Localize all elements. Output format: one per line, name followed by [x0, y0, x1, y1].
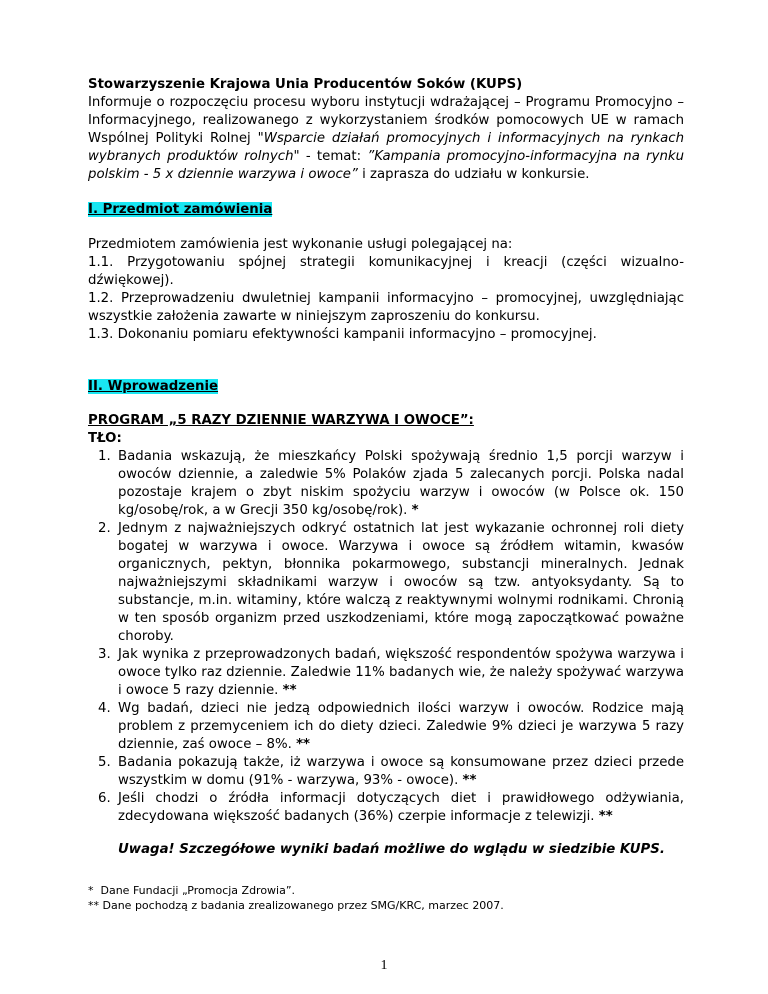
section-1-item: 1.2. Przeprowadzeniu dwuletniej kampanii informacyjno – promocyjnej, uwzględniając wszystkie założenia zawarte w niniejszym zaproszeniu do konkursu. — [88, 291, 684, 324]
footnote-mark: ** — [282, 683, 297, 698]
footnote: * Dane Fundacji „Promocja Zdrowia”. — [88, 884, 296, 897]
section-1-heading — [88, 201, 684, 219]
section-1-lead: Przedmiotem zamówienia jest wykonanie usługi polegającej na: — [88, 237, 513, 252]
footnote-mark: ** — [598, 809, 613, 824]
list-item — [98, 790, 684, 826]
list-number: 6. — [98, 791, 111, 806]
list-item — [98, 700, 684, 754]
intro-italic-1: "Wsparcie działań promocyjnych i informacyjnych na rynkach wybranych produktów rolnych" — [88, 131, 684, 164]
list-text: Badania wskazują, że mieszkańcy Polski spożywają średnio 1,5 porcji warzyw i owoców dziennie, a zaledwie 5% Polaków zjada 5 zalecanych porcji. Polska nadal pozostaje krajem o zbyt niskim spożyciu warzyw i owoców (w Polsce ok. 150 kg/osobę/rok, a w Grecji 350 kg/osobę/rok). — [118, 449, 684, 518]
list-number: 3. — [98, 647, 111, 662]
list-text: Badania pokazują także, iż warzywa i owoce są konsumowane przez dzieci przede wszystkim w domu (91% - warzywa, 93% - owoce). — [118, 755, 684, 788]
list-text: Jednym z najważniejszych odkryć ostatnich lat jest wykazanie ochronnej roli diety bogatej w warzywa i owoce. Warzywa i owoce są źródłem witamin, kwasów organicznych, pektyn, błonnika pokarmowego, substancji mineralnych. Jednak najważniejszymi składnikami warzyw i owoców są tzw. antyoksydanty. Są to substancje, m.in. witaminy, które walczą z reaktywnymi wolnymi rodnikami. Chronią w ten sposób organizm przed uszkodzeniami, które mogą zapoczątkować poważne choroby. — [118, 521, 684, 644]
intro-text-3: i zaprasza do udziału w konkursie. — [357, 167, 590, 182]
footnote: ** Dane pochodzą z badania zrealizowanego przez SMG/KRC, marzec 2007. — [88, 899, 504, 912]
list-number: 4. — [98, 701, 111, 716]
findings-list — [88, 448, 684, 826]
research-note: Uwaga! Szczegółowe wyniki badań możliwe do wglądu w siedzibie KUPS. — [118, 842, 665, 857]
footnotes — [88, 883, 684, 913]
intro-paragraph — [88, 94, 684, 184]
document-body — [88, 76, 684, 913]
intro-italic-2: ”Kampania promocyjno-informacyjna na rynku polskim - 5 x dziennie warzywa i owoce” — [88, 149, 685, 182]
list-text: Jeśli chodzi o źródła informacji dotyczących diet i prawidłowego odżywiania, zdecydowana większość badanych (36%) czerpie informacje z telewizji. — [118, 791, 684, 824]
intro-text-1: Informuje o rozpoczęciu procesu wyboru instytucji wdrażającej – Programu Promocyjno – Informacyjnego, realizowanego z wykorzystaniem środków pomocowych UE w ramach Wspólnej Polityki Rolnej — [88, 95, 684, 146]
list-number: 5. — [98, 755, 111, 770]
footnote-mark: ** — [462, 773, 477, 788]
footnote-mark: ** — [296, 737, 310, 752]
section-2-heading-text: II. Wprowadzenie — [88, 379, 219, 394]
list-number: 2. — [98, 521, 111, 536]
list-item — [98, 646, 684, 700]
section-1-item: 1.3. Dokonaniu pomiaru efektywności kampanii informacyjno – promocyjnej. — [88, 327, 597, 342]
list-item — [98, 520, 684, 646]
footnote-mark: * — [411, 503, 419, 518]
list-text: Jak wynika z przeprowadzonych badań, większość respondentów spożywa warzywa i owoce tylko raz dziennie. Zaledwie 11% badanych wie, że należy spożywać warzywa i owoce 5 razy dziennie. — [118, 647, 684, 698]
background-label: TŁO: — [88, 431, 122, 446]
list-item — [98, 448, 684, 520]
list-text: Wg badań, dzieci nie jedzą odpowiednich ilości warzyw i owoców. Rodzice mają problem z przemyceniem ich do diety dzieci. Zaledwie 9% dzieci je warzywa 5 razy dziennie, zaś owoce – 8%. — [118, 701, 684, 752]
organization-title: Stowarzyszenie Krajowa Unia Producentów Soków (KUPS) — [88, 77, 523, 92]
section-2-heading — [88, 378, 684, 396]
list-number: 1. — [98, 449, 111, 464]
page-number: 1 — [380, 958, 388, 973]
list-item — [98, 754, 684, 790]
intro-text-2: - temat: — [299, 149, 368, 164]
section-1-item: 1.1. Przygotowaniu spójnej strategii komunikacyjnej i kreacji (części wizualno-dźwiękowej). — [88, 255, 684, 288]
program-title: PROGRAM „5 RAZY DZIENNIE WARZYWA I OWOCE”: — [88, 413, 474, 428]
section-1-heading-text: I. Przedmiot zamówienia — [88, 202, 273, 217]
